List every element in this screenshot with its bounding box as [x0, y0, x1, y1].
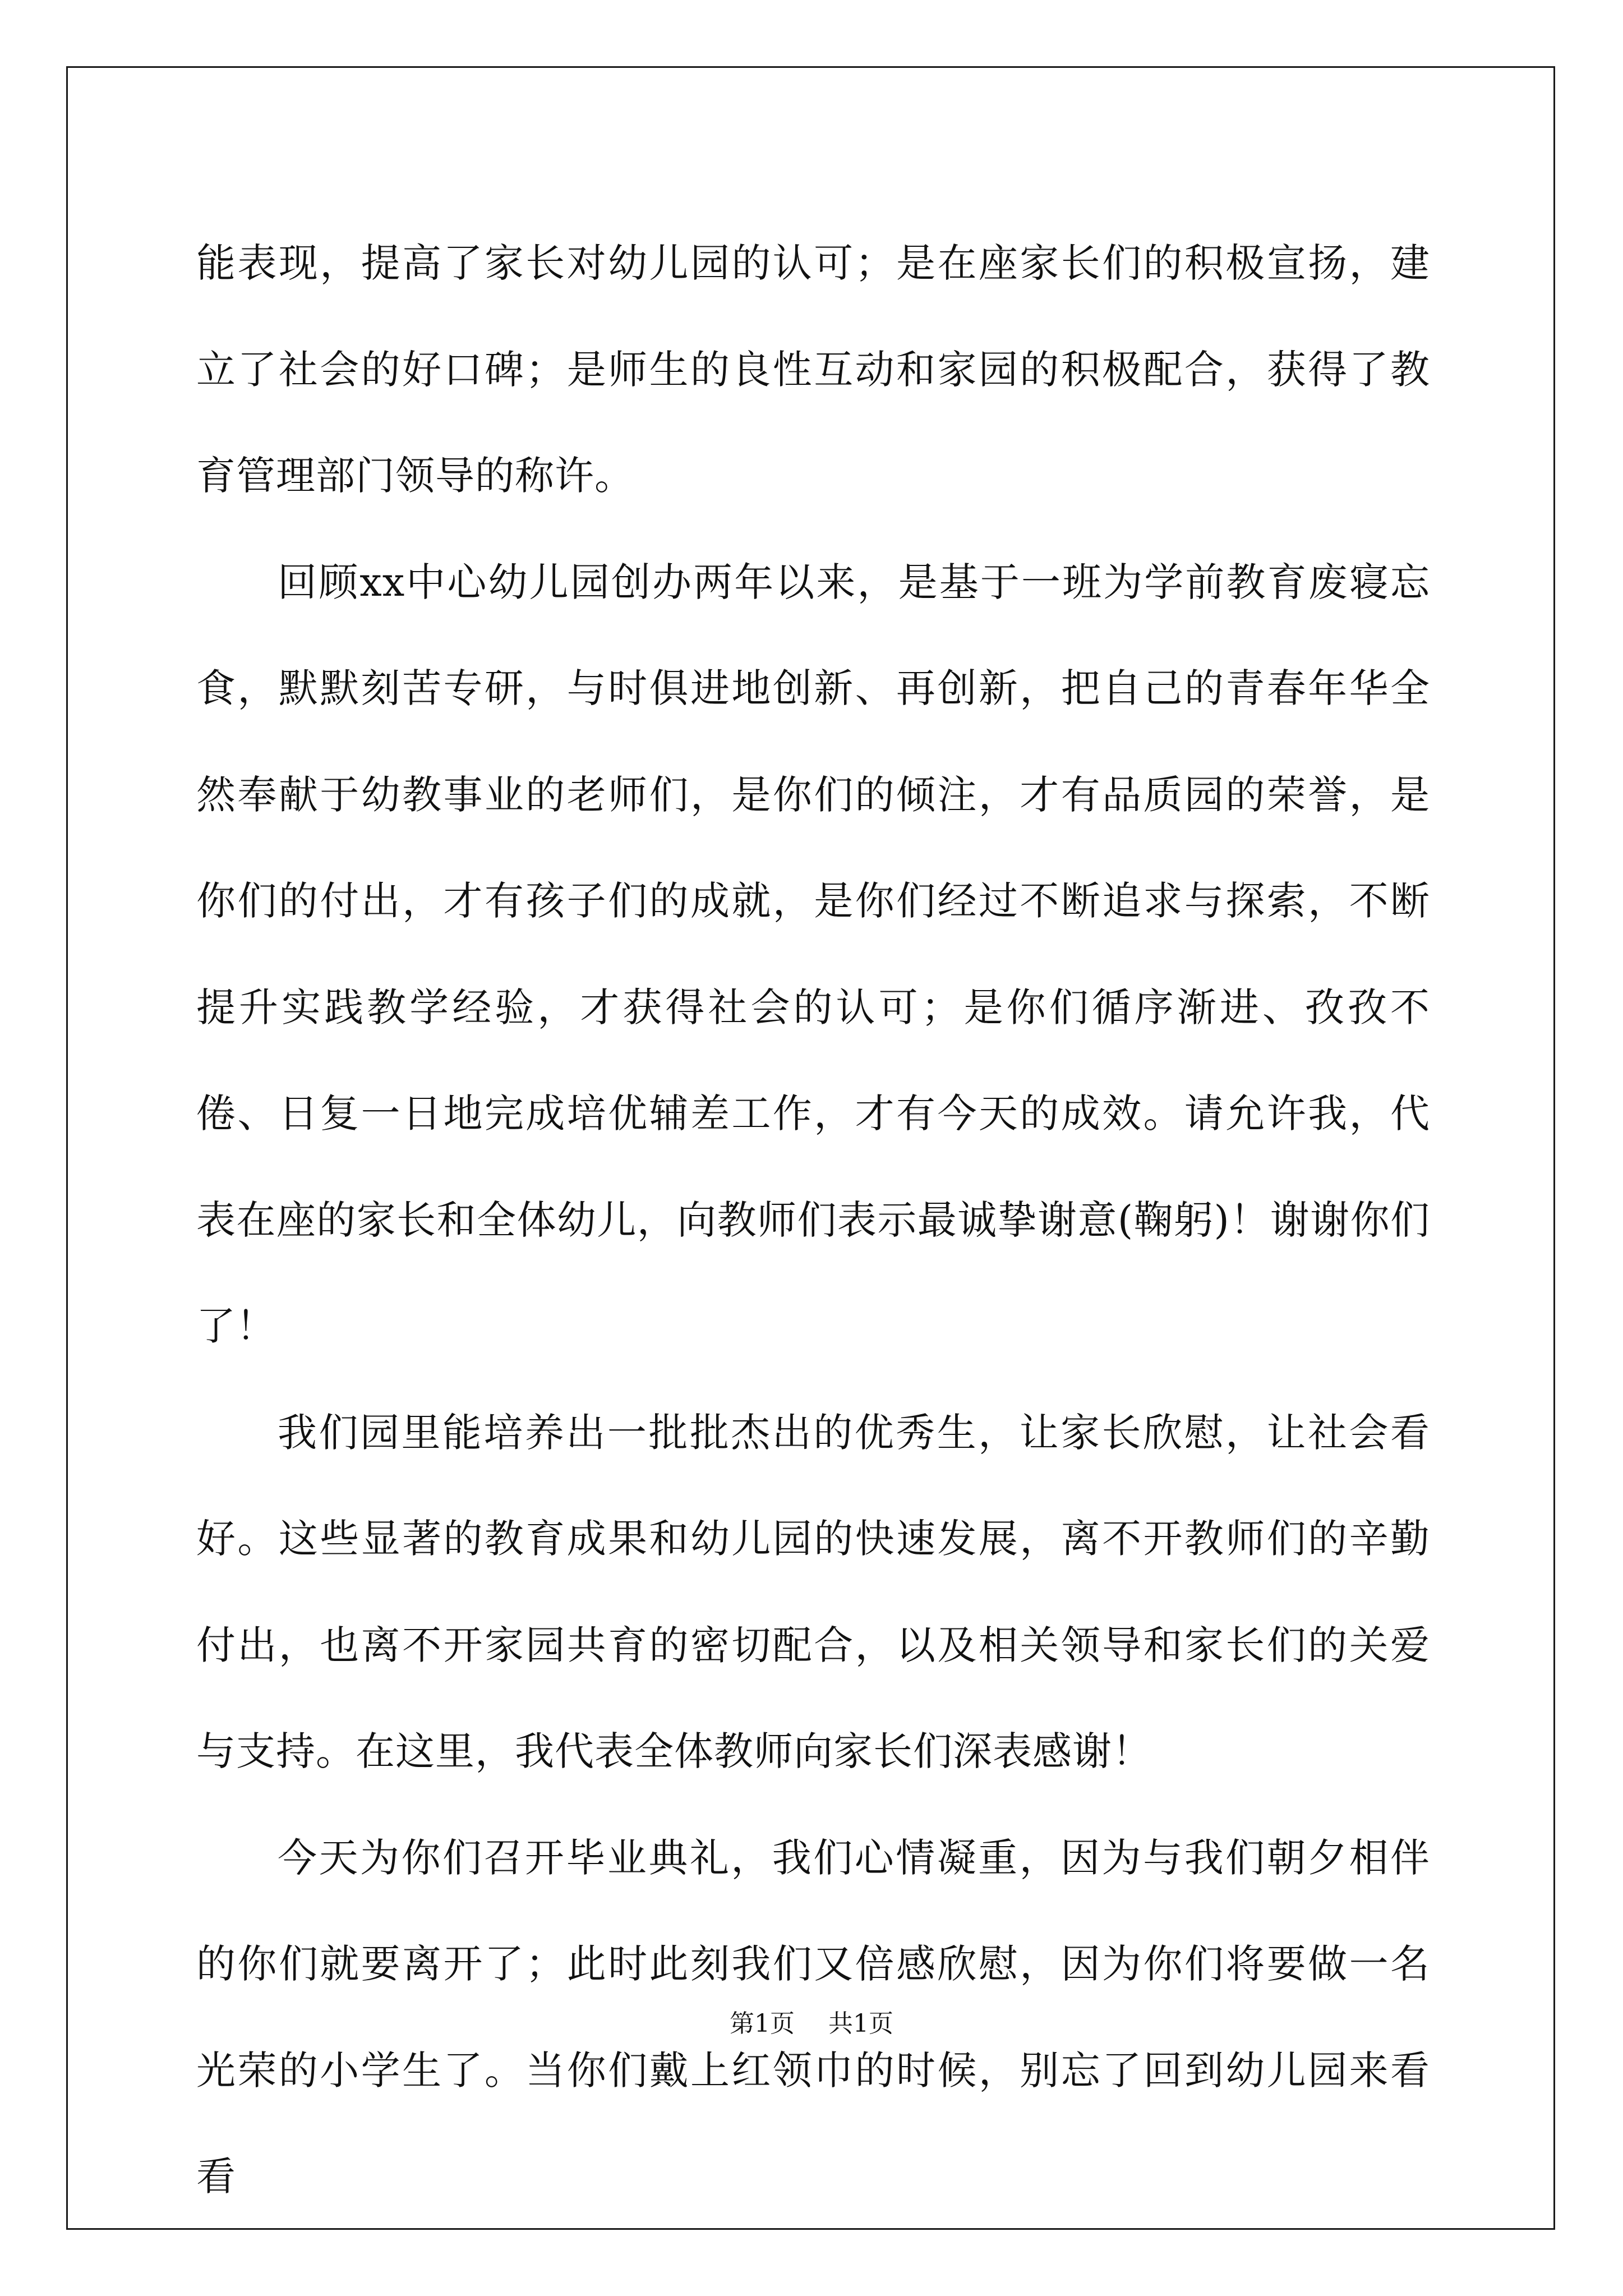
- document-body: [196, 210, 1430, 2230]
- paragraph-3: 我们园里能培养出一批批杰出的优秀生，让家长欣慰，让社会看好。这些显著的教育成果和幼儿园的快速发展，离不开教师们的辛勤付出，也离不开家园共育的密切配合，以及相关领导和家长们的关爱与支持。在这里，我代表全体教师向家长们深表感谢！: [196, 1409, 1430, 1774]
- paragraph-4: 今天为你们召开毕业典礼，我们心情凝重，因为与我们朝夕相伴的你们就要离开了；此时此刻我们又倍感欣慰，因为你们将要做一名光荣的小学生了。当你们戴上红领巾的时候，别忘了回到幼儿园来看看: [196, 1834, 1430, 2200]
- page-number-total: 共1页: [828, 2009, 893, 2038]
- paragraph-2: 回顾xx中心幼儿园创办两年以来，是基于一班为学前教育废寝忘食，默默刻苦专研，与时俱进地创新、再创新，把自己的青春年华全然奉献于幼教事业的老师们，是你们的倾注，才有品质园的荣誉，是你们的付出，才有孩子们的成就，是你们经过不断追求与探索，不断提升实践教学经验，才获得社会的认可；是你们循序渐进、孜孜不倦、日复一日地完成培优辅差工作，才有今天的成效。请允许我，代表在座的家长和全体幼儿，向教师们表示最诚挚谢意(鞠躬)！谢谢你们了！: [196, 559, 1430, 1349]
- page-footer: [0, 2007, 1623, 2041]
- paragraph-1: 能表现，提高了家长对幼儿园的认可；是在座家长们的积极宣扬，建立了社会的好口碑；是师生的良性互动和家园的积极配合，获得了教育管理部门领导的称许。: [196, 240, 1430, 499]
- page-number-current: 第1页: [730, 2009, 795, 2038]
